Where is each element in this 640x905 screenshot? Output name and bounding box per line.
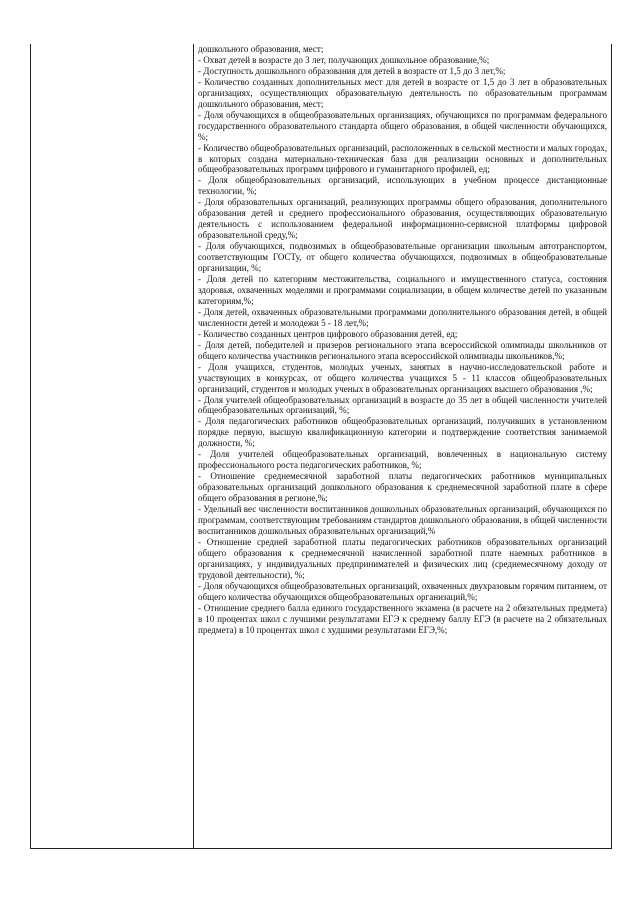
list-item: - Отношение средней заработной платы педагогических работников образовательных организаций общего образования к среднемесячной начисленной заработной плате наемных работников в организациях, у индивидуальных предпринимателей и физических лиц (среднемесячному доходу от трудовой деятельности), %; <box>198 536 607 580</box>
list-item: - Доля учителей общеобразовательных организаций в возрасте до 35 лет в общей численности учителей общеобразовательных организаций, %; <box>198 394 607 416</box>
list-item: - Количество созданных центров цифрового образования детей, ед; <box>198 328 458 339</box>
list-item: - Количество созданных дополнительных мест для детей в возрасте от 1,5 до 3 лет в образовательных организациях, осуществляющих образовательную деятельность по образовательным программам дошкольного образования, мест; <box>198 76 607 109</box>
list-item: - Доля педагогических работников общеобразовательных организаций, получивших в установленном порядке первую, высшую квалификационную категории и подтверждение соответствия занимаемой должности, %; <box>198 416 607 449</box>
list-item: дошкольного образования, мест; <box>198 44 324 54</box>
list-item: - Доля образовательных организаций, реализующих программы общего образования, дополнительного образования детей и среднего профессионального образования, осуществляющих образовательную деятельность с использованием федеральной информационно-сервисной платформы цифровой образовательной среду,%; <box>198 197 607 241</box>
list-item: - Доля обучающихся, подвозимых в общеобразовательные организации школьным автотранспортом, соответствующим ГОСТу, от общего количества обучающихся, подвозимых в общеобразовательные организации, %; <box>198 241 607 274</box>
list-item: - Охват детей в возрасте до 3 лет, получающих дошкольное образование,%; <box>198 54 490 65</box>
table-right-cell <box>194 44 611 848</box>
list-item: - Доля обучающихся в общеобразовательных организациях, обучающихся по программам федерального государственного образовательного стандарта общего образования, в общей численности обучающихся, %; <box>198 109 607 142</box>
list-item: - Отношение среднемесячной заработной платы педагогических работников муниципальных образовательных организаций дошкольного образования к среднемесячной заработной плате в сфере общего образования в регионе,%; <box>198 471 607 504</box>
list-item: - Доля учащихся, студентов, молодых ученых, занятых в научно-исследовательской работе и участвующих в конкурсах, от общего количества учащихся 5 - 11 классов общеобразовательных организаций, студентов и молодых ученых в образовательных организациях высшего образования ,%; <box>198 361 607 394</box>
list-item: - Удельный вес численности воспитанников дошкольных образовательных организаций, обучающихся по программам, соответствующим требованиям стандартов дошкольного образования, в общей численности воспитанников дошкольных образовательных организаций,% <box>198 504 607 536</box>
list-item: - Доля детей, победителей и призеров регионального этапа всероссийской олимпиады школьников от общего количества участников регионального этапа всероссийской олимпиады школьников,%; <box>198 339 607 361</box>
list-item: - Доля общеобразовательных организаций, использующих в учебном процессе дистанционные технологии, %; <box>198 175 607 197</box>
list-item: - Отношение среднего балла единого государственного экзамена (в расчете на 2 обязательных предмета) в 10 процентах школ с лучшими результатами ЕГЭ к среднему баллу ЕГЭ (в расчете на 2 обязательных предмета) в 10 процентах школ с худшими результатами ЕГЭ,%; <box>198 602 607 635</box>
indicators-table <box>30 44 612 849</box>
list-item: - Количество общеобразовательных организаций, расположенных в сельской местности и малых городах, в которых создана материально-техническая база для реализации основных и дополнительных общеобразовательных программ цифрового и гуманитарного профилей, ед; <box>198 142 607 175</box>
table-left-cell <box>31 44 194 848</box>
list-item: - Доля обучающихся общеобразовательных организаций, охваченных двухразовым горячим питанием, от общего количества обучающихся общеобразовательных организаций,%; <box>198 580 607 602</box>
list-item: - Доля детей по категориям местожительства, социального и имущественного статуса, состояния здоровья, охваченных моделями и программами социализации, в общем количестве детей по указанным категориям,%; <box>198 274 607 306</box>
list-item: - Доля учителей общеобразовательных организаций, вовлеченных в национальную систему профессионального роста педагогических работников, %; <box>198 449 607 471</box>
list-item: - Доступность дошкольного образования для детей в возрасте от 1,5 до 3 лет,%; <box>198 65 506 76</box>
list-item: - Доля детей, охваченных образовательными программами дополнительного образования детей, в общей численности детей и молодежи 5 - 18 лет,%; <box>198 306 607 328</box>
